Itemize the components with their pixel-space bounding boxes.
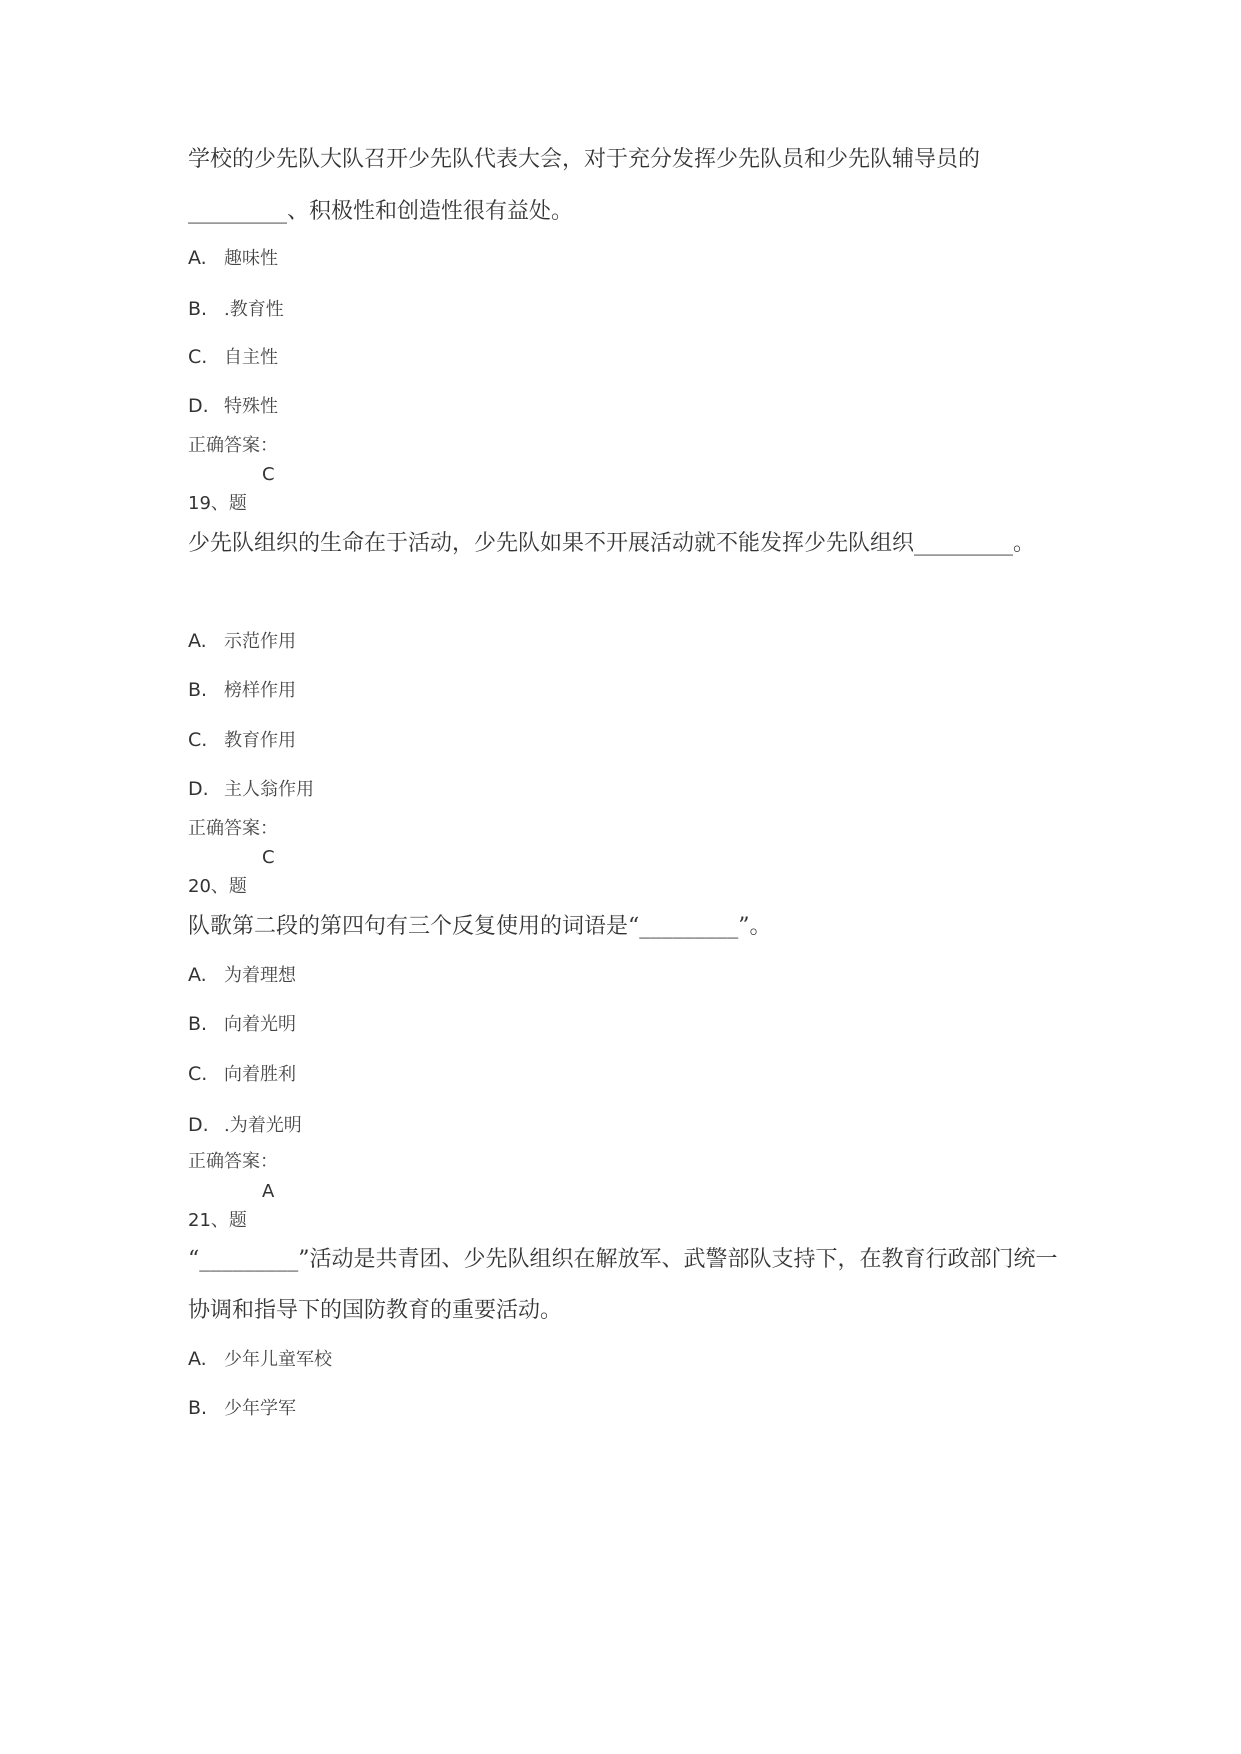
- option-d: [188, 776, 314, 803]
- option-text: 趣味性: [224, 248, 278, 269]
- option-d: [188, 1112, 302, 1139]
- answer-value: C: [262, 847, 275, 868]
- question-number-suffix: 、题: [210, 493, 247, 514]
- question-stem-line: 协调和指导下的国防教育的重要活动。: [188, 1298, 563, 1323]
- option-text: 教育作用: [224, 730, 296, 751]
- option-text: 自主性: [224, 347, 278, 368]
- question-stem-line: _________、积极性和创造性很有益处。: [188, 199, 574, 224]
- question-number-value: 20: [188, 876, 211, 897]
- question-stem-line: 学校的少先队大队召开少先队代表大会，对于充分发挥少先队员和少先队辅导员的: [188, 147, 981, 172]
- question-stem-line: 队歌第二段的第四句有三个反复使用的词语是“_________”。: [188, 914, 772, 939]
- option-c: [188, 1061, 296, 1088]
- option-letter: B.: [188, 298, 208, 320]
- question-stem-line: “_________”活动是共青团、少先队组织在解放军、武警部队支持下，在教育行政部门统一: [188, 1247, 1058, 1272]
- option-a: [188, 1346, 332, 1373]
- option-text: 少年学军: [224, 1398, 296, 1419]
- option-text: 主人翁作用: [224, 779, 314, 800]
- option-b: [188, 296, 284, 323]
- question-number-value: 19: [188, 493, 211, 514]
- option-b: [188, 1011, 296, 1038]
- option-letter: D.: [188, 778, 209, 800]
- option-text: .教育性: [224, 299, 284, 320]
- option-text: 向着胜利: [224, 1064, 296, 1085]
- option-letter: C.: [188, 729, 208, 751]
- option-text: 少年儿童军校: [224, 1349, 332, 1370]
- option-letter: B.: [188, 1013, 208, 1035]
- question-stem-line: 少先队组织的生命在于活动，少先队如果不开展活动就不能发挥少先队组织_________。: [188, 531, 1036, 556]
- question-number: [188, 492, 247, 516]
- option-letter: C.: [188, 346, 208, 368]
- option-a: [188, 962, 296, 989]
- option-b: [188, 1395, 296, 1422]
- option-letter: D.: [188, 395, 209, 417]
- option-a: [188, 628, 296, 655]
- question-number: [188, 1209, 247, 1233]
- question-number-suffix: 、题: [210, 876, 247, 897]
- option-text: 为着理想: [224, 965, 296, 986]
- question-number-suffix: 、题: [210, 1210, 247, 1231]
- option-text: 向着光明: [224, 1014, 296, 1035]
- question-number-value: 21: [188, 1210, 211, 1231]
- option-d: [188, 393, 278, 420]
- option-a: [188, 245, 278, 272]
- answer-label: 正确答案：: [188, 435, 278, 456]
- option-c: [188, 344, 278, 371]
- option-text: 榜样作用: [224, 680, 296, 701]
- option-letter: C.: [188, 1063, 208, 1085]
- option-text: 特殊性: [224, 396, 278, 417]
- answer-label: 正确答案：: [188, 1151, 278, 1172]
- option-letter: B.: [188, 1397, 208, 1419]
- option-text: 示范作用: [224, 631, 296, 652]
- answer-value: A: [262, 1181, 275, 1202]
- option-letter: A.: [188, 630, 207, 652]
- option-letter: A.: [188, 247, 207, 269]
- option-letter: B.: [188, 679, 208, 701]
- option-letter: A.: [188, 964, 207, 986]
- option-letter: A.: [188, 1348, 207, 1370]
- answer-label: 正确答案：: [188, 818, 278, 839]
- option-letter: D.: [188, 1114, 209, 1136]
- option-c: [188, 727, 296, 754]
- option-b: [188, 677, 296, 704]
- answer-value: C: [262, 464, 275, 485]
- option-text: .为着光明: [224, 1115, 302, 1136]
- question-number: [188, 875, 247, 899]
